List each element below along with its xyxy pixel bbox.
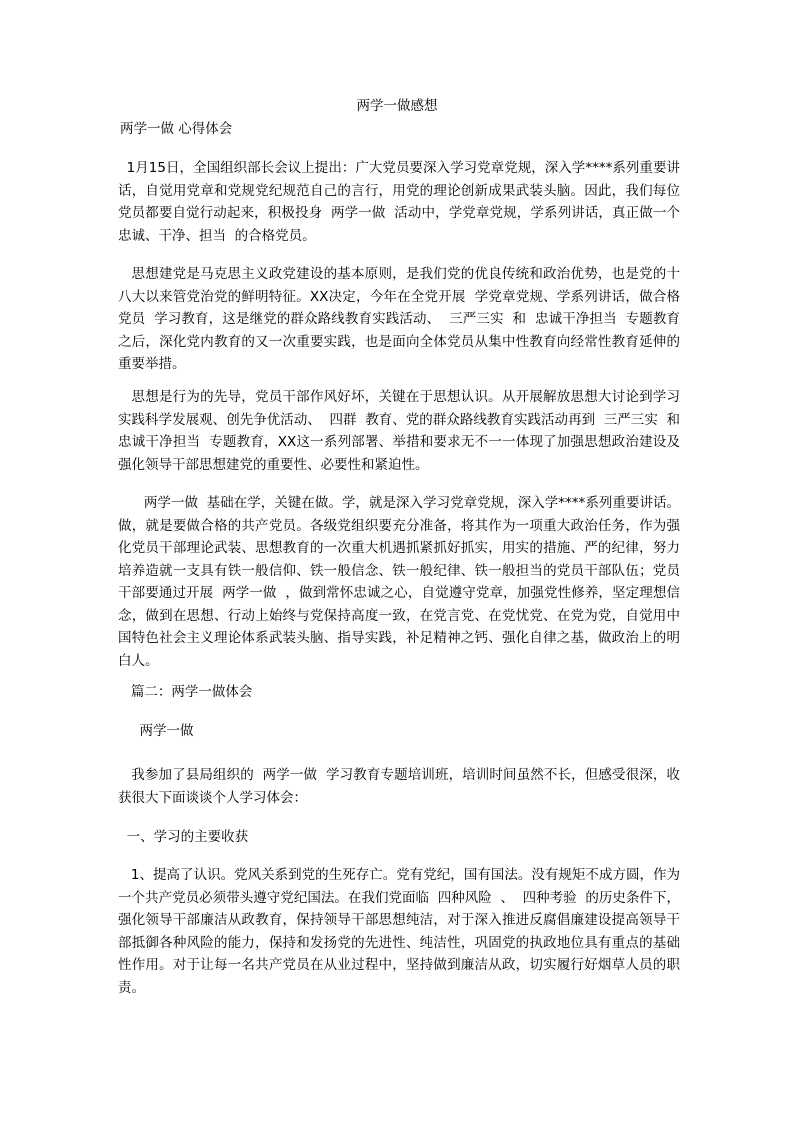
section2-part1-heading: 一、学习的主要收获 <box>118 829 249 845</box>
paragraph-4: 两学一做 基础在学，关键在做。学，就是深入学习党章党规，深入学****系列重要讲话。做，就是要做合格的共产党员。各级党组织要充分准备，将其作为一项重大政治任务，作为强化党员干部理论武装、思想教育的一次重大机遇抓紧抓好抓实，用实的措施、严的纪律，努力培养造就一支具有铁一般信仰、铁一般信念、铁一般纪律、铁一般担当的党员干部队伍；党员干部要通过开展 两学一做 ，做到常怀忠诚之心，自觉遵守党章，加强党性修养，坚定理想信念，做到在思想、行动上始终与党保持高度一致，在党言党、在党忧党、在党为党，自觉用中国特色社会主义理论体系武装头脑、指导实践，补足精神之钙、强化自律之基，做政治上的明白人。 <box>118 495 680 669</box>
document-subtitle: 两学一做 心得体会 <box>120 121 233 137</box>
document-title: 两学一做感想 <box>356 98 438 114</box>
section2-intro: 我参加了县局组织的 两学一做 学习教育专题培训班，培训时间虽然不长，但感受很深，收获很大下面谈谈个人学习体会： <box>118 767 681 806</box>
paragraph-1: 1月15日，全国组织部长会议上提出：广大党员要深入学习党章党规，深入学****系列重要讲话，自觉用党章和党规党纪规范自己的言行，用党的理论创新成果武装头脑。因此，我们每位党员都要自觉行动起来，积极投身 两学一做 活动中，学党章党规，学系列讲话，真正做一个 忠诚、干净、担当 的合格党员。 <box>118 160 689 244</box>
section2-subheading: 两学一做 <box>118 723 194 739</box>
section2-heading: 篇二：两学一做体会 <box>118 684 253 700</box>
paragraph-2: 思想建党是马克思主义政党建设的基本原则，是我们党的优良传统和政治优势，也是党的十八大以来管党治党的鲜明特征。XX决定，今年在全党开展 学党章党规、学系列讲话，做合格党员 学习教育，这是继党的群众路线教育实践活动、 三严三实 和 忠诚干净担当 专题教育之后，深化党内教育的又一次重要实践，也是面向全体党员从集中性教育向经常性教育延伸的重要举措。 <box>118 266 681 372</box>
paragraph-3: 思想是行为的先导，党员干部作风好坏，关键在于思想认识。从开展解放思想大讨论到学习实践科学发展观、创先争优活动、 四群 教育、党的群众路线教育实践活动再到 三严三实 和 忠诚干净担当 专题教育，XX这一系列部署、举措和要求无不一一体现了加强思想政治建设及强化领导干部思想建党的重要性、必要性和紧迫性。 <box>118 389 689 473</box>
section2-item1: 1、提高了认识。党风关系到党的生死存亡。党有党纪，国有国法。没有规矩不成方圆，作为一个共产党员必须带头遵守党纪国法。在我们党面临 四种风险 、 四种考验 的历史条件下，强化领导干部廉洁从政教育，保持领导干部思想纯洁，对于深入推进反腐倡廉建设提高领导干部抵御各种风险的能力，保持和发扬党的先进性、纯洁性，巩固党的执政地位具有重点的基础性作用。对于让每一名共产党员在从业过程中，坚持做到廉洁从政，切实履行好烟草人员的职责。 <box>118 867 681 996</box>
